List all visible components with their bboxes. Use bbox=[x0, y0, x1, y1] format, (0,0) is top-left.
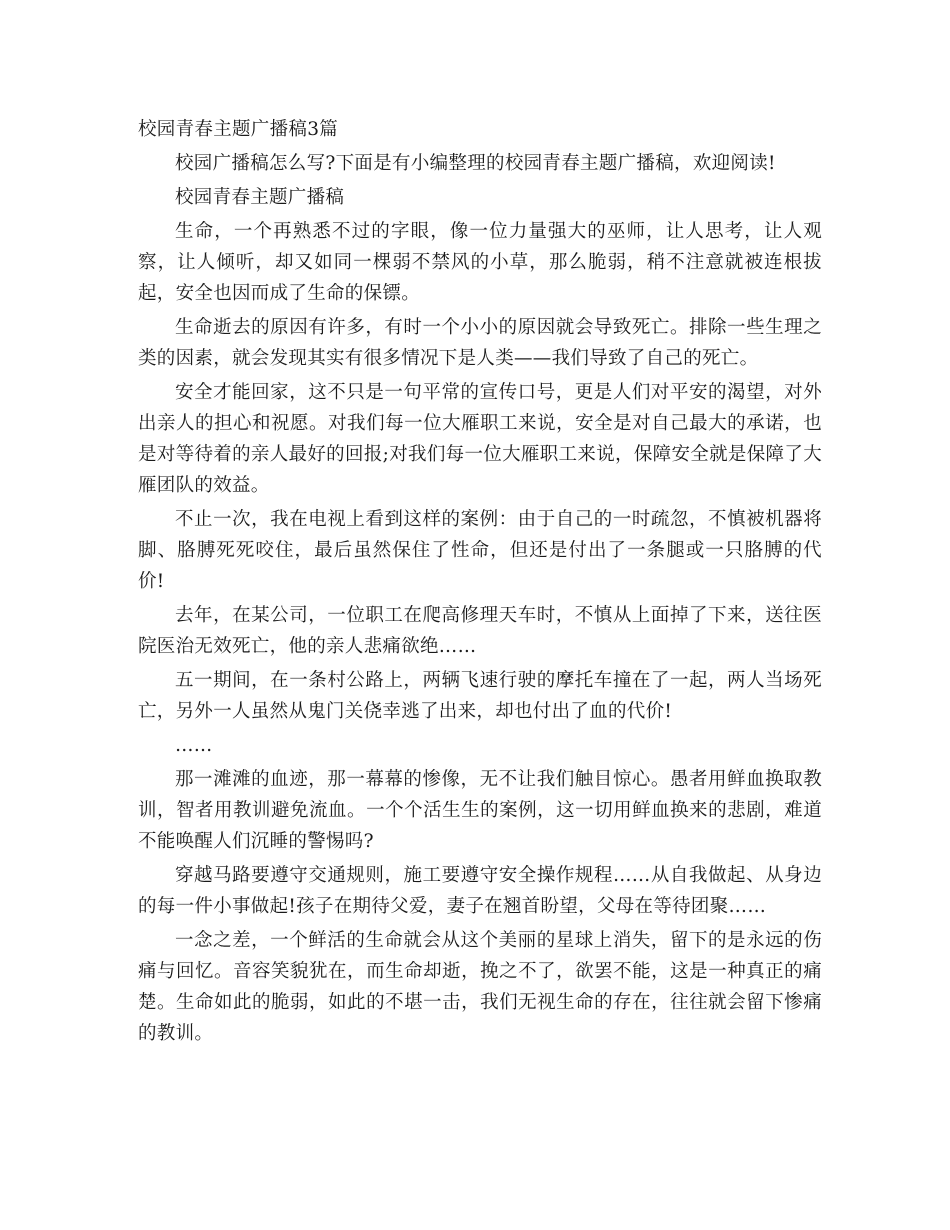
paragraph: 五一期间，在一条村公路上，两辆飞速行驶的摩托车撞在了一起，两人当场死亡，另外一人虽然从鬼门关侥幸逃了出来，却也付出了血的代价! bbox=[138, 670, 822, 722]
paragraph: 生命逝去的原因有许多，有时一个小小的原因就会导致死亡。排除一些生理之类的因素，就会发现其实有很多情况下是人类——我们导致了自己的死亡。 bbox=[138, 317, 822, 369]
paragraph: 一念之差，一个鲜活的生命就会从这个美丽的星球上消失，留下的是永远的伤痛与回忆。音容笑貌犹在，而生命却逝，挽之不了，欲罢不能，这是一种真正的痛楚。生命如此的脆弱，如此的不堪一击，我们无视生命的存在，往往就会留下惨痛的教训。 bbox=[138, 930, 822, 1044]
paragraph: 去年，在某公司，一位职工在爬高修理天车时，不慎从上面掉了下来，送往医院医治无效死亡，他的亲人悲痛欲绝…… bbox=[138, 605, 822, 657]
paragraph-subtitle: 校园青春主题广播稿 bbox=[175, 187, 345, 208]
paragraph: 那一滩滩的血迹，那一幕幕的惨像，无不让我们触目惊心。愚者用鲜血换取教训，智者用教训避免流血。一个个活生生的案例，这一切用鲜血换来的悲剧，难道不能唤醒人们沉睡的警惕吗? bbox=[138, 769, 822, 852]
paragraph-intro: 校园广播稿怎么写?下面是有小编整理的校园青春主题广播稿，欢迎阅读! bbox=[175, 153, 776, 174]
paragraph: 穿越马路要遵守交通规则，施工要遵守安全操作规程……从自我做起、从身边的每一件小事做起!孩子在期待父爱，妻子在翘首盼望，父母在等待团聚…… bbox=[138, 865, 822, 917]
paragraph-ellipsis: …… bbox=[175, 735, 213, 756]
document-body bbox=[138, 114, 822, 1052]
document-title: 校园青春主题广播稿3篇 bbox=[138, 119, 339, 140]
paragraph: 安全才能回家，这不只是一句平常的宣传口号，更是人们对平安的渴望，对外出亲人的担心和祝愿。对我们每一位大雁职工来说，安全是对自己最大的承诺，也是对等待着的亲人最好的回报;对我们每一位大雁职工来说，保障安全就是保障了大雁团队的效益。 bbox=[138, 382, 822, 496]
paragraph: 不止一次，我在电视上看到这样的案例：由于自己的一时疏忽，不慎被机器将脚、胳膊死死咬住，最后虽然保住了性命，但还是付出了一条腿或一只胳膊的代价! bbox=[138, 509, 822, 592]
paragraph: 生命，一个再熟悉不过的字眼，像一位力量强大的巫师，让人思考，让人观察，让人倾听，却又如同一棵弱不禁风的小草，那么脆弱，稍不注意就被连根拔起，安全也因而成了生命的保镖。 bbox=[138, 221, 822, 304]
